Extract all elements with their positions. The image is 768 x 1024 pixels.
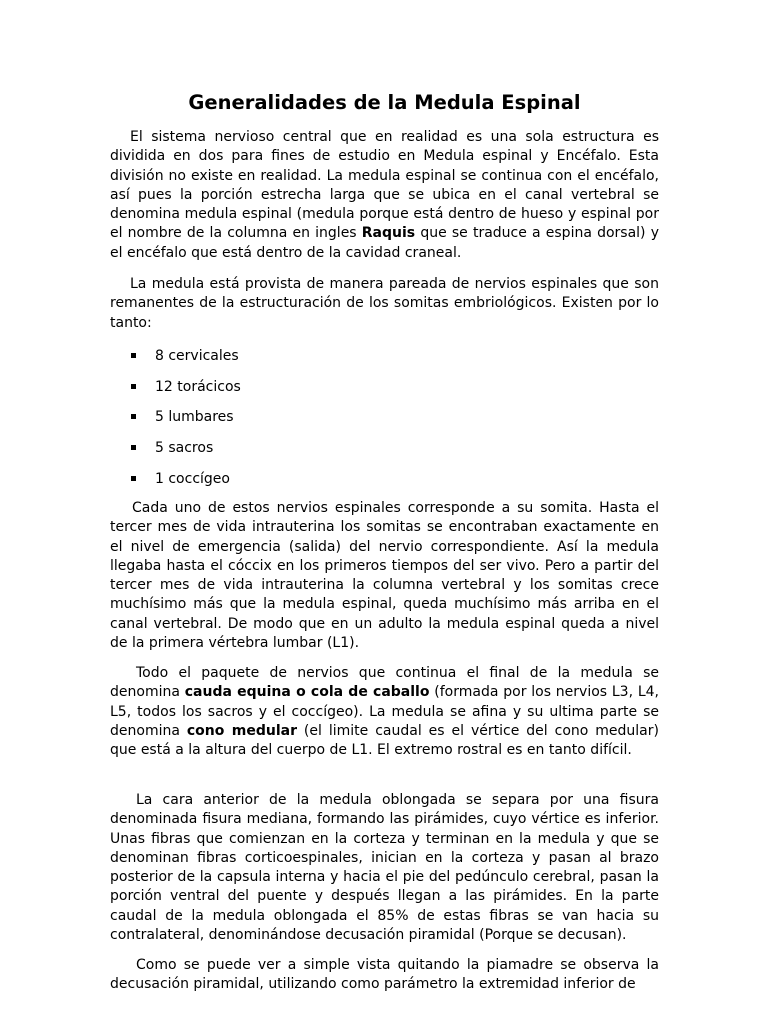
paragraph-5: [110, 791, 659, 945]
paragraph-4-bold-cono-medular: cono medular: [186, 722, 297, 739]
bullet-icon: [131, 353, 136, 358]
bullet-icon: [131, 414, 136, 419]
list-item-label: 12 torácicos: [155, 378, 241, 395]
paragraph-1-text-b: que se traduce a espina dorsal) y el encéfalo que está dentro de la cavidad craneal.: [110, 225, 659, 261]
paragraph-5-text: La cara anterior de la medula oblongada se separa por una fisura denominada fisura mediana, formando las pirámides, cuyo vértice es inferior. Unas fibras que comienzan en la corteza y terminan en la medula y que se denominan fibras corticoespinales, inician en la corteza y pasan al brazo posterior de la capsula interna y hacia el pie del pedúnculo cerebral, pasan la porción ventral del puente y después llegan a las pirámides. En la parte caudal de la medula oblongada el 85% de estas fibras se van hacia su contralateral, denominándose decusación piramidal (Porque se decusan).: [110, 792, 659, 944]
paragraph-1-text-a: El sistema nervioso central que en realidad es una sola estructura es dividida en dos para fines de estudio en Medula espinal y Encéfalo. Esta división no existe en realidad. La medula espinal se continua con el encéfalo, así pues la porción estrecha larga que se ubica en el canal vertebral se denomina medula espinal (medula porque está dentro de hueso y espinal por el nombre de la columna en ingles: [110, 129, 659, 242]
list-item: [110, 438, 241, 469]
page-title: Generalidades de la Medula Espinal: [188, 91, 581, 114]
paragraph-4: [110, 664, 659, 760]
paragraph-2: [110, 275, 659, 333]
list-item: [110, 346, 241, 377]
paragraph-6: [110, 956, 659, 995]
paragraph-4-text-b: (formada por los nervios L3, L4, L5, todos los sacros y el coccígeo). La medula se afina y su ultima parte se denomina: [110, 684, 659, 739]
nerve-list: [110, 346, 241, 499]
paragraph-6-text: Como se puede ver a simple vista quitando la piamadre se observa la decusación piramidal, utilizando como parámetro la extremidad inferior de: [110, 957, 659, 993]
paragraph-4-text-a: Todo el paquete de nervios que continua el final de la medula se denomina: [110, 665, 659, 701]
list-item-label: 5 lumbares: [155, 409, 234, 426]
list-item-label: 5 sacros: [155, 440, 214, 457]
paragraph-3-text: Cada uno de estos nervios espinales corresponde a su somita. Hasta el tercer mes de vida intrauterina los somitas se encontraban exactamente en el nivel de emergencia (salida) del nervio correspondiente. Así la medula llegaba hasta el cóccix en los primeros tiempos del ser vivo. Pero a partir del tercer mes de vida intrauterina la columna vertebral y los somitas crece muchísimo más que la medula espinal, queda muchísimo más arriba en el canal vertebral. De modo que en un adulto la medula espinal queda a nivel de la primera vértebra lumbar (L1).: [110, 500, 659, 652]
paragraph-4-bold-cauda-equina: cauda equina o cola de caballo: [184, 684, 430, 701]
paragraph-4-text-c: (el limite caudal es el vértice del cono medular) que está a la altura del cuerpo de L1. El extremo rostral es en tanto difícil.: [110, 722, 659, 759]
paragraph-2-text: La medula está provista de manera pareada de nervios espinales que son remanentes de la estructuración de los somitas embriológicos. Existen por lo tanto:: [110, 276, 659, 331]
list-item: [110, 469, 241, 500]
bullet-icon: [131, 476, 136, 481]
list-item-label: 1 coccígeo: [155, 470, 230, 487]
list-item: [110, 377, 241, 408]
paragraph-1-bold-raquis: Raquis: [361, 225, 416, 242]
bullet-icon: [131, 445, 136, 450]
bullet-icon: [131, 384, 136, 389]
list-item-label: 8 cervicales: [155, 348, 239, 364]
list-item: [110, 407, 241, 438]
paragraph-3: [110, 499, 659, 653]
paragraph-1: [110, 128, 659, 263]
